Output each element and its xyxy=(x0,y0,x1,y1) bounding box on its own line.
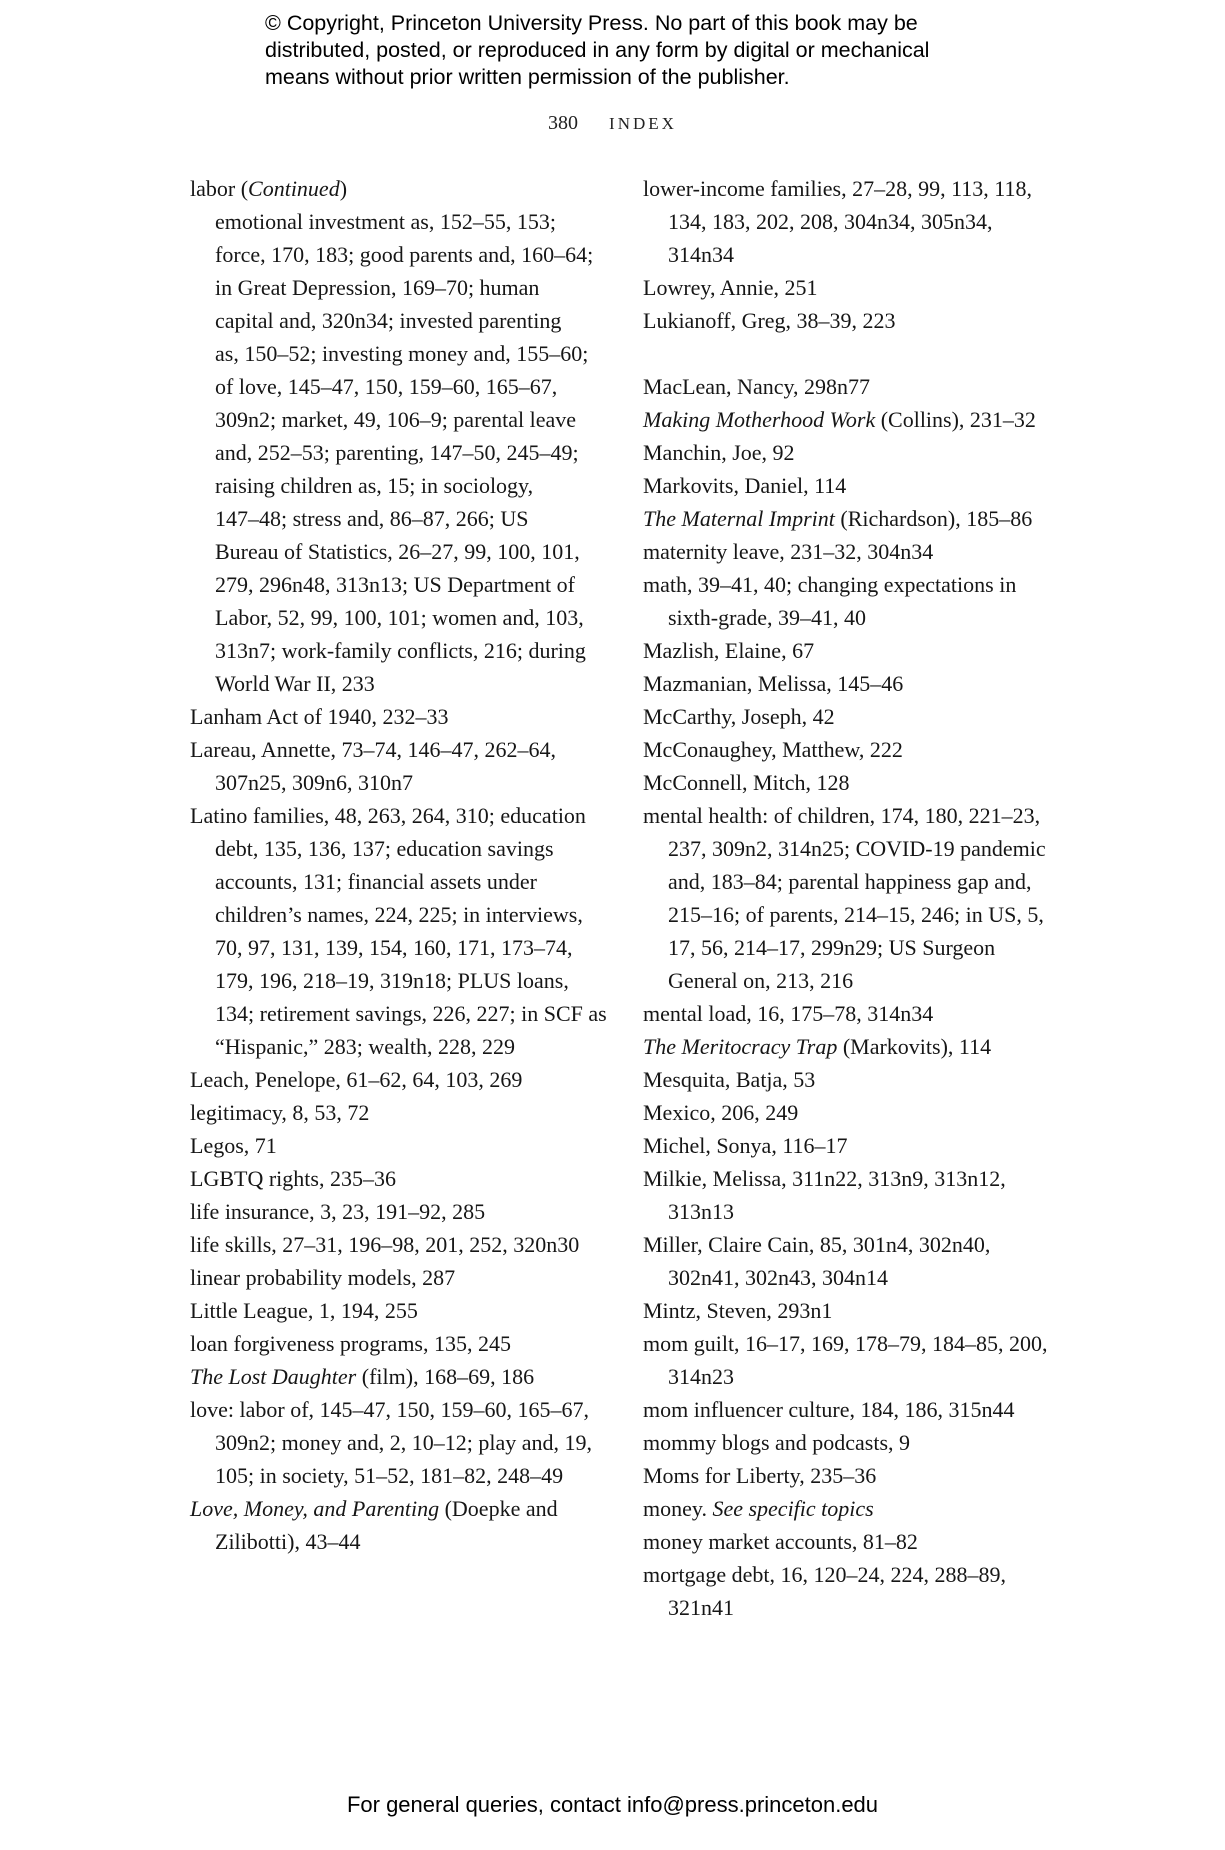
running-head xyxy=(0,112,1225,135)
copyright-line: means without prior written permission of the publisher. xyxy=(265,65,790,89)
index-entry xyxy=(643,1426,1063,1459)
page-number: 380 xyxy=(548,112,579,134)
index-entries-left xyxy=(190,700,610,1558)
index-entry-text: mom influencer culture, 184, 186, 315n44 xyxy=(643,1397,1015,1422)
index-entry-text: mental health: of children, 174, 180, 221–23, 237, 309n2, 314n25; COVID-19 pandemic and, 183–84; parental happiness gap and, 215–16; of parents, 214–15, 246; in US, 5, 17, 56, 214–17, 299n29; US Surgeon General on, 213, 216 xyxy=(643,803,1046,993)
index-entry xyxy=(190,700,610,733)
index-entry-text: (Richardson), 185–86 xyxy=(834,506,1033,531)
index-entry-text: Latino families, 48, 263, 264, 310; education debt, 135, 136, 137; education savings accounts, 131; financial assets under children’s names, 224, 225; in interviews, 70, 97, 131, 139, 154, 160, 171, 173–74, 179, 196, 218–19, 319n18; PLUS loans, 134; retirement savings, 226, 227; in SCF as “Hispanic,” 283; wealth, 228, 229 xyxy=(190,803,607,1059)
index-line: force, 170, 183; good parents and, 160–64; xyxy=(215,242,594,267)
index-entry xyxy=(643,1228,1063,1294)
index-line: as, 150–52; investing money and, 155–60; xyxy=(215,341,589,366)
index-entry xyxy=(190,1261,610,1294)
index-entry xyxy=(643,1063,1063,1096)
index-entry-see: See specific topics xyxy=(712,1496,874,1521)
index-entry-text: McConaughey, Matthew, 222 xyxy=(643,737,903,762)
index-entry xyxy=(190,799,610,1063)
index-entry xyxy=(643,271,1063,304)
index-entries-l xyxy=(643,172,1063,337)
letter-gap xyxy=(643,337,1063,370)
index-entry-text: love: labor of, 145–47, 150, 159–60, 165–67, 309n2; money and, 2, 10–12; play and, 19, 105; in society, 51–52, 181–82, 248–49 xyxy=(190,1397,593,1488)
index-entry-text: McCarthy, Joseph, 42 xyxy=(643,704,835,729)
index-entry xyxy=(643,1030,1063,1063)
index-entry-text: life skills, 27–31, 196–98, 201, 252, 320n30 xyxy=(190,1232,580,1257)
index-entry xyxy=(643,1162,1063,1228)
index-entry xyxy=(643,469,1063,502)
footer-contact: For general queries, contact info@press.princeton.edu xyxy=(346,1792,879,1817)
index-entry xyxy=(190,1195,610,1228)
index-line: in Great Depression, 169–70; human xyxy=(215,275,540,300)
index-entry-text: Mazmanian, Melissa, 145–46 xyxy=(643,671,904,696)
index-entry xyxy=(643,700,1063,733)
index-entry xyxy=(643,172,1063,271)
index-line: World War II, 233 xyxy=(215,671,375,696)
index-entry-text: (Doepke and Zilibotti), 43–44 xyxy=(215,1496,558,1554)
index-entry xyxy=(643,733,1063,766)
copyright-notice xyxy=(265,10,1025,91)
index-entry-text: Milkie, Melissa, 311n22, 313n9, 313n12, 313n13 xyxy=(643,1166,1006,1224)
index-entries-m xyxy=(643,370,1063,1624)
index-entry xyxy=(643,1096,1063,1129)
index-entry xyxy=(643,370,1063,403)
index-line: of love, 145–47, 150, 159–60, 165–67, xyxy=(215,374,558,399)
index-column-right xyxy=(643,172,1063,1624)
index-line: Labor, 52, 99, 100, 101; women and, 103, xyxy=(215,605,584,630)
index-line: 313n7; work-family conflicts, 216; during xyxy=(215,638,586,663)
index-entry-text: Mintz, Steven, 293n1 xyxy=(643,1298,833,1323)
index-entry-text: Michel, Sonya, 116–17 xyxy=(643,1133,848,1158)
index-entry xyxy=(190,1162,610,1195)
index-entry xyxy=(643,1459,1063,1492)
index-entry xyxy=(643,436,1063,469)
index-entry xyxy=(643,667,1063,700)
index-entry xyxy=(643,766,1063,799)
index-entry xyxy=(190,1063,610,1096)
index-entry-text: Miller, Claire Cain, 85, 301n4, 302n40, 302n41, 302n43, 304n14 xyxy=(643,1232,991,1290)
index-entry-text: mental load, 16, 175–78, 314n34 xyxy=(643,1001,934,1026)
index-entry-text: mom guilt, 16–17, 169, 178–79, 184–85, 200, 314n23 xyxy=(643,1331,1048,1389)
index-entry xyxy=(190,733,610,799)
index-line: raising children as, 15; in sociology, xyxy=(215,473,534,498)
copyright-line: distributed, posted, or reproduced in any form by digital or mechanical xyxy=(265,38,930,62)
index-entry-text: money market accounts, 81–82 xyxy=(643,1529,918,1554)
index-entry-title: Making Motherhood Work xyxy=(643,407,876,432)
index-entry-title: The Maternal Imprint xyxy=(643,506,835,531)
index-subentry-block xyxy=(190,205,610,700)
index-entry xyxy=(643,1294,1063,1327)
index-entry xyxy=(643,502,1063,535)
index-entry-text: life insurance, 3, 23, 191–92, 285 xyxy=(190,1199,486,1224)
index-entry-text: loan forgiveness programs, 135, 245 xyxy=(190,1331,511,1356)
index-line: capital and, 320n34; invested parenting xyxy=(215,308,562,333)
index-entry xyxy=(643,535,1063,568)
index-entry-text: lower-income families, 27–28, 99, 113, 118, 134, 183, 202, 208, 304n34, 305n34, 314n34 xyxy=(643,176,1032,267)
index-entry-text: Lukianoff, Greg, 38–39, 223 xyxy=(643,308,896,333)
section-title: INDEX xyxy=(609,114,677,133)
index-line: 309n2; market, 49, 106–9; parental leave xyxy=(215,407,577,432)
index-entry xyxy=(190,1096,610,1129)
index-entry-text: (Markovits), 114 xyxy=(837,1034,992,1059)
index-line: and, 252–53; parenting, 147–50, 245–49; xyxy=(215,440,579,465)
index-entry xyxy=(643,997,1063,1030)
index-entry-text: mommy blogs and podcasts, 9 xyxy=(643,1430,911,1455)
index-entry-text: Lanham Act of 1940, 232–33 xyxy=(190,704,449,729)
index-entry-text: (Collins), 231–32 xyxy=(875,407,1036,432)
index-entry xyxy=(643,1558,1063,1624)
copyright-line: © Copyright, Princeton University Press. No part of this book may be xyxy=(265,11,918,35)
index-entry xyxy=(643,1525,1063,1558)
index-entry xyxy=(190,1129,610,1162)
index-entry xyxy=(643,634,1063,667)
index-entry xyxy=(643,403,1063,436)
index-entry-text: Moms for Liberty, 235–36 xyxy=(643,1463,877,1488)
index-entry xyxy=(190,1228,610,1261)
index-entry-text: Leach, Penelope, 61–62, 64, 103, 269 xyxy=(190,1067,523,1092)
index-entry xyxy=(190,1327,610,1360)
index-entry-text: Lowrey, Annie, 251 xyxy=(643,275,818,300)
index-entry-text: money. xyxy=(643,1496,713,1521)
index-entry-text: Mazlish, Elaine, 67 xyxy=(643,638,815,663)
index-entry xyxy=(643,1327,1063,1393)
index-entry-text: legitimacy, 8, 53, 72 xyxy=(190,1100,370,1125)
index-entry-text: mortgage debt, 16, 120–24, 224, 288–89, 321n41 xyxy=(643,1562,1006,1620)
index-entry-heading: labor (Continued) xyxy=(190,176,348,201)
index-entry-title: The Lost Daughter xyxy=(190,1364,357,1389)
index-entry xyxy=(190,1393,610,1492)
index-column-left xyxy=(190,172,610,1558)
index-entry-text: maternity leave, 231–32, 304n34 xyxy=(643,539,934,564)
index-entry-title: The Meritocracy Trap xyxy=(643,1034,838,1059)
index-entry xyxy=(643,304,1063,337)
index-line: 279, 296n48, 313n13; US Department of xyxy=(215,572,575,597)
index-entry-text: Markovits, Daniel, 114 xyxy=(643,473,847,498)
index-entry-text: Mesquita, Batja, 53 xyxy=(643,1067,816,1092)
index-entry-text: Manchin, Joe, 92 xyxy=(643,440,795,465)
index-entry xyxy=(190,1360,610,1393)
index-entry-text: Legos, 71 xyxy=(190,1133,277,1158)
index-entry-text: McConnell, Mitch, 128 xyxy=(643,770,850,795)
index-entry xyxy=(190,1492,610,1558)
index-entry-text: MacLean, Nancy, 298n77 xyxy=(643,374,871,399)
index-entry-text: LGBTQ rights, 235–36 xyxy=(190,1166,396,1191)
index-entry xyxy=(643,1492,1063,1525)
index-entry-text: math, 39–41, 40; changing expectations in sixth-grade, 39–41, 40 xyxy=(643,572,1017,630)
index-entry xyxy=(643,1393,1063,1426)
index-entry-text: Little League, 1, 194, 255 xyxy=(190,1298,418,1323)
index-entry-title: Love, Money, and Parenting xyxy=(190,1496,440,1521)
index-entry-text: Lareau, Annette, 73–74, 146–47, 262–64, 307n25, 309n6, 310n7 xyxy=(190,737,556,795)
index-line: 147–48; stress and, 86–87, 266; US xyxy=(215,506,529,531)
index-entry-text: linear probability models, 287 xyxy=(190,1265,456,1290)
index-line: Bureau of Statistics, 26–27, 99, 100, 101, xyxy=(215,539,580,564)
index-entry-text: (film), 168–69, 186 xyxy=(356,1364,535,1389)
index-entry xyxy=(190,1294,610,1327)
index-entry xyxy=(643,568,1063,634)
index-entry-text: Mexico, 206, 249 xyxy=(643,1100,799,1125)
index-line: emotional investment as, 152–55, 153; xyxy=(215,209,556,234)
index-entry xyxy=(643,799,1063,997)
index-entry xyxy=(643,1129,1063,1162)
